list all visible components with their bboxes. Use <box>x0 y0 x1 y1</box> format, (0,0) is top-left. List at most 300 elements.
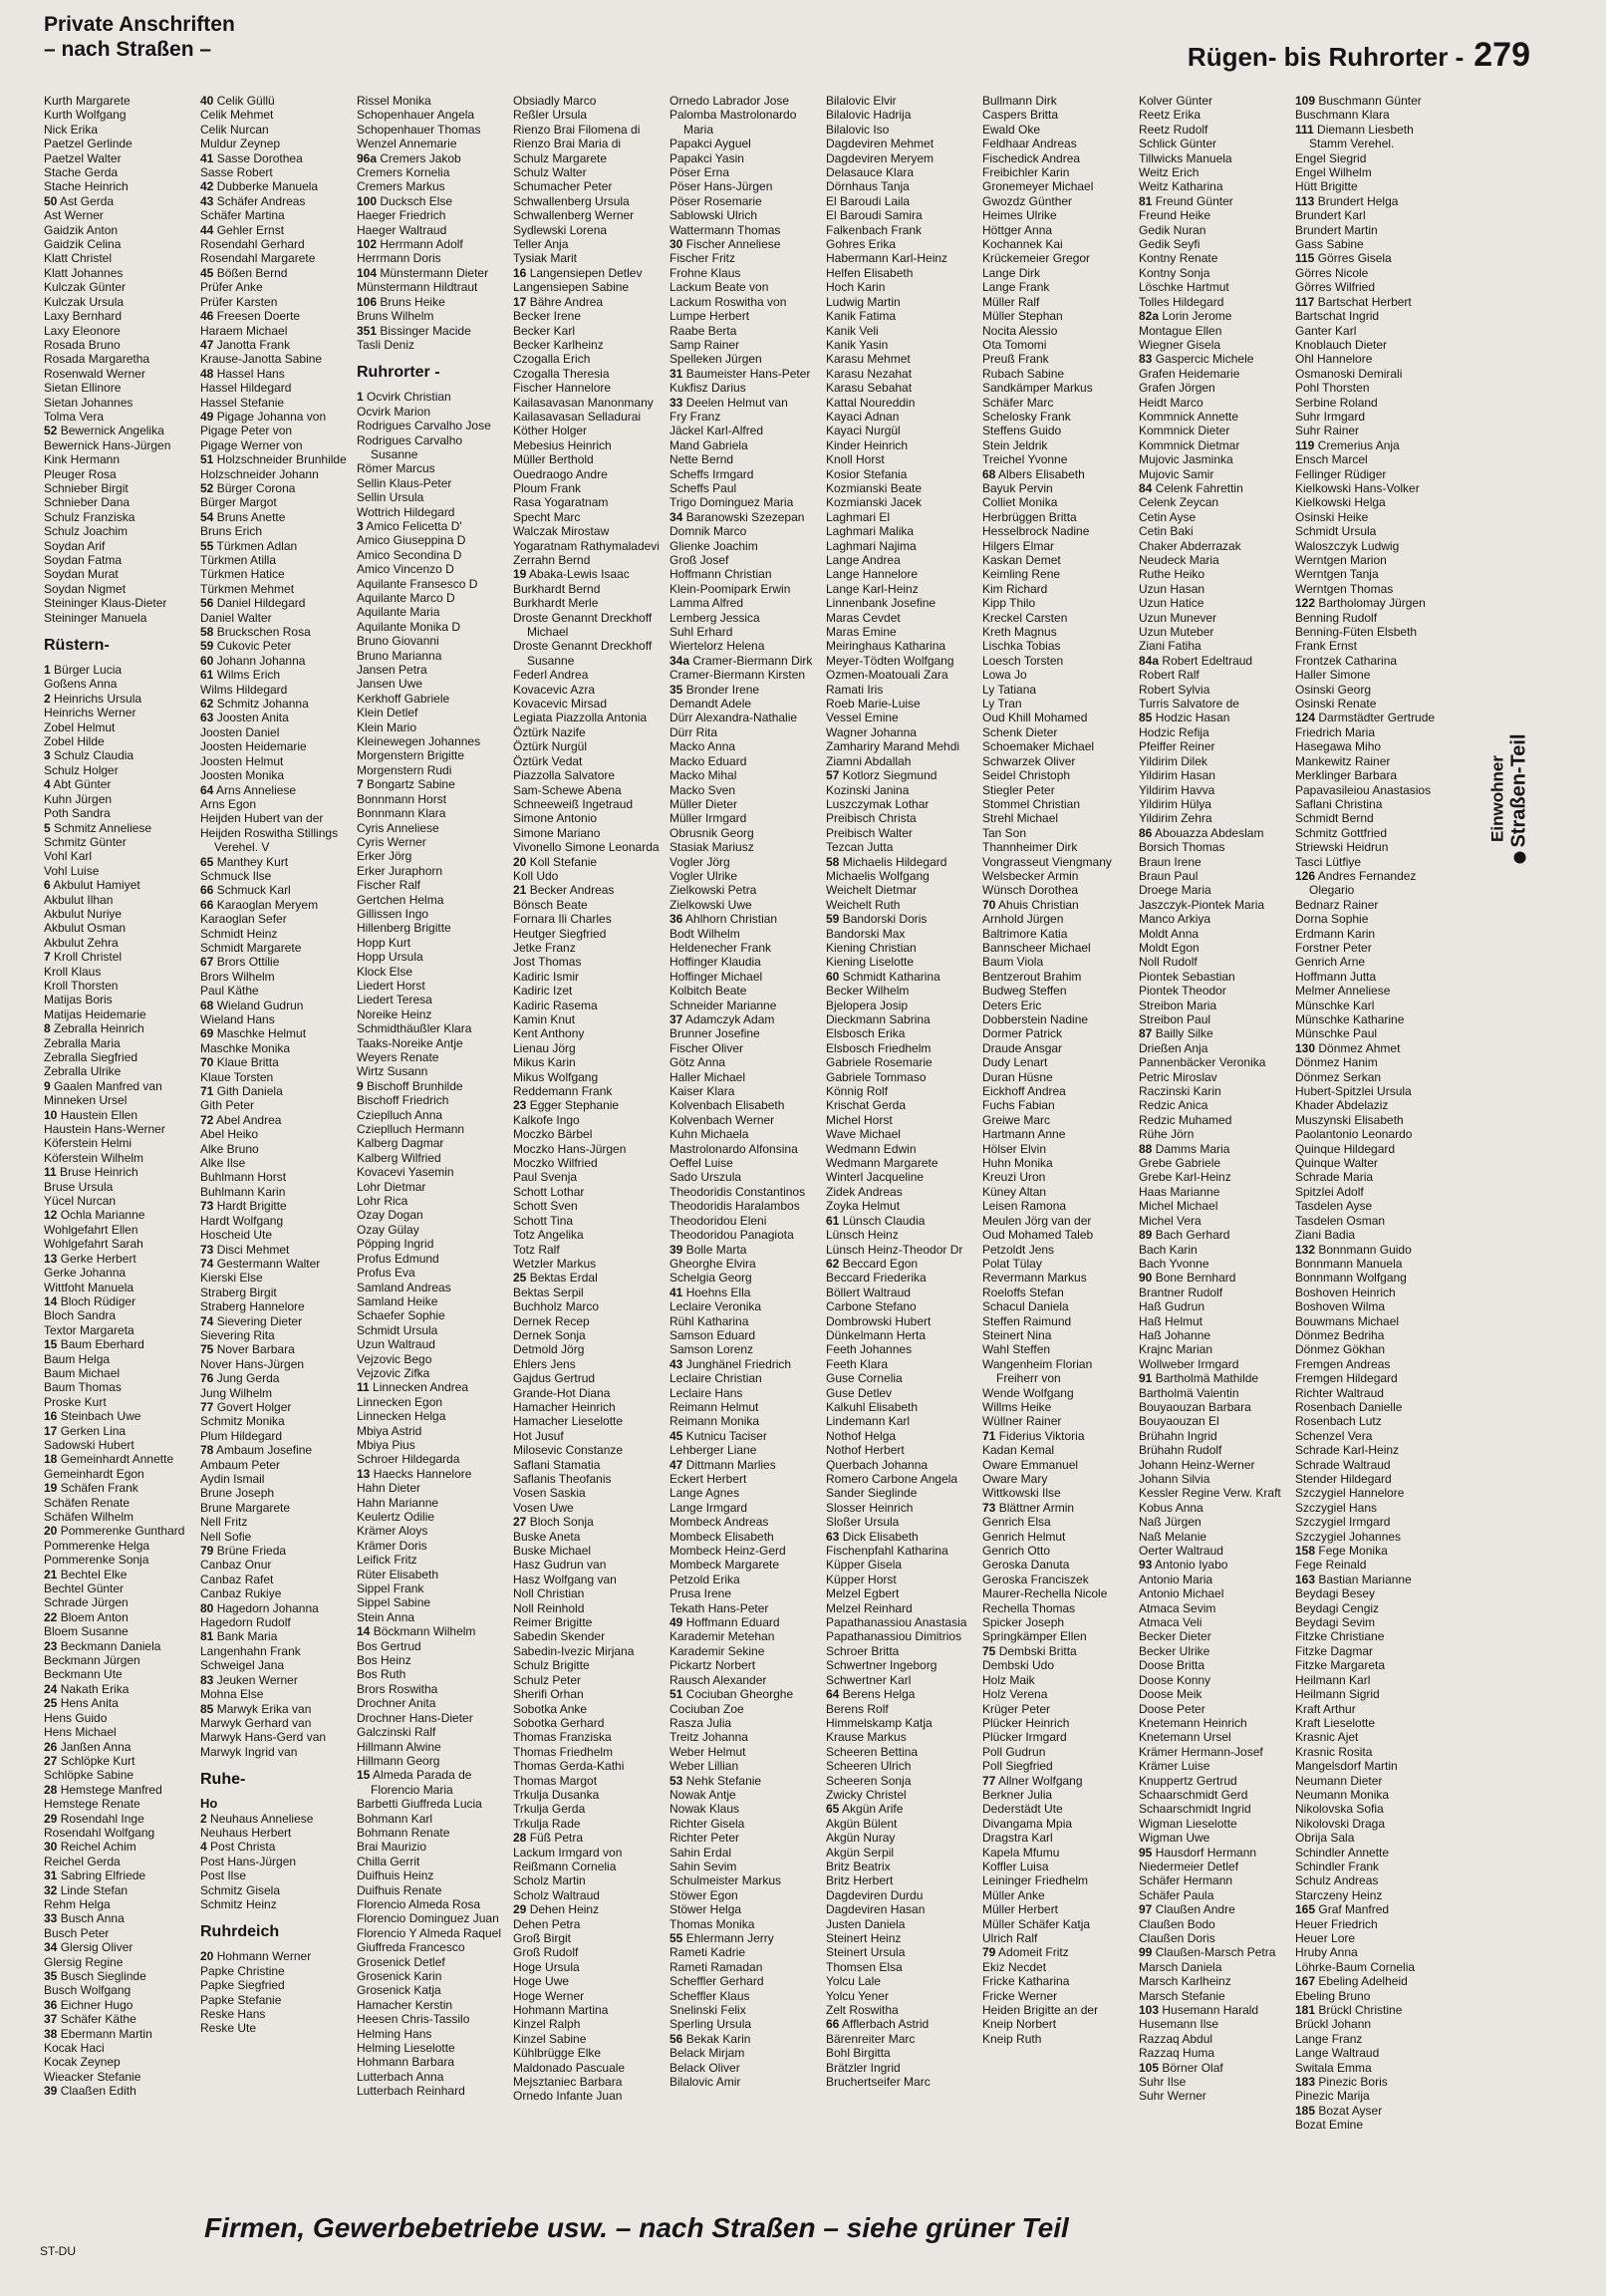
resident-entry <box>826 1357 973 1371</box>
resident-name: Schulz Walter <box>513 165 587 180</box>
resident-entry <box>669 438 817 452</box>
resident-name: Holzschneider Brunhilde <box>216 452 347 467</box>
resident-entry <box>1139 2061 1286 2075</box>
resident-entry <box>669 1573 817 1586</box>
resident-entry <box>982 123 1130 137</box>
resident-name: Cociuban Gheorghe <box>685 1687 794 1702</box>
resident-name: Haas Marianne <box>1139 1184 1220 1199</box>
resident-entry <box>669 1658 817 1672</box>
resident-entry <box>357 309 504 323</box>
resident-entry <box>1295 2003 1443 2017</box>
resident-name: Bartschat Ingrid <box>1295 309 1380 324</box>
resident-entry <box>982 367 1130 381</box>
resident-name: Sablowski Ulrich <box>669 208 758 223</box>
resident-name: Tolles Hildegard <box>1139 294 1224 309</box>
resident-name: Görres Nicole <box>1295 265 1369 280</box>
resident-entry <box>1139 1846 1286 1860</box>
resident-name: Leclaire Hans <box>669 1385 743 1400</box>
resident-entry <box>357 266 504 280</box>
resident-entry <box>200 639 348 653</box>
resident-entry <box>357 720 504 734</box>
resident-name: Bonnmann Horst <box>357 791 447 806</box>
resident-name: Frank Ernst <box>1295 639 1358 654</box>
resident-name: Daniel Hildegard <box>216 596 306 611</box>
resident-name: Heldenecher Frank <box>669 940 772 955</box>
resident-entry <box>1139 165 1286 179</box>
resident-entry <box>1295 151 1443 165</box>
resident-entry <box>1295 1658 1443 1672</box>
resident-name: Kulczak Günter <box>44 280 127 295</box>
resident-name: Uzun Munever <box>1139 610 1217 625</box>
resident-entry <box>513 768 661 782</box>
resident-name: Habermann Karl-Heinz <box>826 251 948 266</box>
resident-entry <box>826 510 973 524</box>
resident-entry <box>982 855 1130 869</box>
resident-name: Hausdorf Hermann <box>1155 1845 1257 1860</box>
resident-entry <box>200 123 348 137</box>
resident-entry <box>44 950 191 964</box>
resident-entry <box>1295 1831 1443 1845</box>
resident-name: Ebermann Martin <box>60 2026 152 2041</box>
resident-entry <box>44 1911 191 1925</box>
house-number: 163 <box>1295 1572 1316 1586</box>
house-number: 56 <box>669 2031 683 2046</box>
resident-entry <box>1139 410 1286 424</box>
resident-entry <box>513 1788 661 1802</box>
resident-name: Krämer Luise <box>1139 1759 1210 1774</box>
resident-name: Piazzolla Salvatore <box>513 768 616 783</box>
resident-name: Czogalla Theresia <box>513 366 610 381</box>
house-number: 77 <box>200 1399 214 1414</box>
resident-entry <box>826 683 973 697</box>
resident-entry <box>513 1386 661 1400</box>
resident-entry <box>357 1581 504 1595</box>
house-number: 84 <box>1139 480 1153 495</box>
resident-entry <box>513 1314 661 1328</box>
resident-entry <box>513 611 661 625</box>
resident-entry <box>513 1989 661 2003</box>
resident-name: Scheffs Paul <box>669 480 737 495</box>
resident-name: Kocak Zeynep <box>44 2055 121 2070</box>
resident-name: Hamacher Heinrich <box>513 1399 616 1414</box>
resident-entry <box>982 1817 1130 1831</box>
resident-name: Kontny Renate <box>1139 251 1218 266</box>
resident-entry <box>357 490 504 504</box>
resident-name: Kroll Klaus <box>44 964 102 979</box>
resident-entry <box>1139 223 1286 237</box>
resident-name: Fry Franz <box>669 409 721 424</box>
resident-name: Pigage Johanna von <box>216 409 327 424</box>
resident-entry <box>669 1629 817 1643</box>
resident-entry <box>357 1725 504 1739</box>
resident-entry <box>826 1515 973 1529</box>
resident-name: Wahl Steffen <box>982 1342 1051 1357</box>
resident-entry <box>44 367 191 381</box>
resident-entry <box>669 1831 817 1845</box>
resident-entry <box>826 309 973 323</box>
resident-name: Lünsch Claudia <box>842 1213 926 1228</box>
resident-entry <box>513 1558 661 1572</box>
resident-name: Weyers Renate <box>357 1050 439 1064</box>
resident-entry <box>1295 1615 1443 1629</box>
resident-name: Bonnmann Klara <box>357 806 446 821</box>
resident-entry <box>669 1299 817 1313</box>
resident-entry <box>513 1228 661 1242</box>
resident-name: Delasauce Klara <box>826 165 915 180</box>
resident-name: Kochannek Kai <box>982 237 1063 252</box>
resident-name: Scholz Waltraud <box>513 1887 600 1902</box>
resident-name: Joosten Helmut <box>200 753 284 768</box>
resident-entry <box>982 1629 1130 1643</box>
resident-name: Manco Arkiya <box>1139 912 1211 927</box>
resident-name: Junghänel Friedrich <box>685 1356 792 1371</box>
resident-entry <box>826 1888 973 1902</box>
resident-entry <box>1295 683 1443 697</box>
house-number: 130 <box>1295 1040 1316 1055</box>
resident-entry <box>1295 739 1443 753</box>
resident-name: Nikolovska Sofia <box>1295 1802 1384 1817</box>
resident-entry <box>200 1127 348 1141</box>
resident-name: Tasdelen Osman <box>1295 1213 1386 1228</box>
resident-entry <box>357 806 504 820</box>
resident-entry <box>1139 194 1286 208</box>
resident-name: Ganter Karl <box>1295 323 1357 338</box>
house-number: 74 <box>200 1256 214 1271</box>
resident-entry <box>357 993 504 1006</box>
resident-name: Rosada Bruno <box>44 337 121 352</box>
resident-entry <box>826 768 973 782</box>
resident-name: Eickhoff Andrea <box>982 1084 1066 1099</box>
resident-entry <box>669 295 817 309</box>
resident-entry <box>669 1170 817 1184</box>
resident-name: Baum Thomas <box>44 1380 122 1395</box>
resident-name: Trkulja Gerda <box>513 1802 586 1817</box>
resident-entry <box>1139 1026 1286 1040</box>
resident-name: Mastrolonardo Alfonsina <box>669 1141 798 1156</box>
house-number: 36 <box>669 912 683 927</box>
resident-name: Fremgen Andreas <box>1295 1356 1391 1371</box>
resident-name: Kaskan Demet <box>982 553 1061 567</box>
resident-entry <box>44 849 191 863</box>
resident-entry <box>357 1783 504 1797</box>
resident-entry <box>44 720 191 734</box>
resident-entry <box>1295 179 1443 193</box>
resident-entry <box>44 1524 191 1538</box>
resident-entry <box>200 108 348 122</box>
resident-name: Doose Peter <box>1139 1701 1205 1716</box>
resident-entry <box>1295 467 1443 481</box>
resident-entry <box>513 1745 661 1759</box>
resident-name: Dehen Petra <box>513 1916 581 1931</box>
resident-name: Haraem Michael <box>200 323 288 338</box>
house-number: 113 <box>1295 193 1315 208</box>
resident-name: Fischenpfahl Katharina <box>826 1544 948 1559</box>
resident-name: Herbrüggen Britta <box>982 509 1077 524</box>
resident-entry <box>513 797 661 811</box>
resident-name: Afflerbach Astrid <box>842 2017 930 2032</box>
resident-name: Kalberg Dagmar <box>357 1136 444 1151</box>
resident-name: Schott Tina <box>513 1213 574 1228</box>
resident-entry <box>826 970 973 984</box>
resident-entry <box>357 1496 504 1510</box>
resident-entry <box>826 567 973 581</box>
resident-name: Giuffreda Francesco <box>357 1940 465 1955</box>
resident-name: Wilms Erich <box>216 668 281 683</box>
resident-entry <box>982 1873 1130 1887</box>
resident-entry <box>669 309 817 323</box>
resident-entry <box>513 1960 661 1974</box>
directory-column <box>513 94 661 2104</box>
resident-entry <box>1295 1989 1443 2003</box>
house-number: 4 <box>44 777 51 792</box>
resident-name: Kinzel Sabine <box>513 2031 587 2046</box>
resident-name: Schmidt Ursula <box>357 1322 438 1337</box>
resident-name: Sloßer Ursula <box>826 1515 900 1530</box>
resident-entry <box>357 1696 504 1710</box>
resident-name: Alke Bruno <box>200 1141 259 1156</box>
resident-entry <box>513 410 661 424</box>
resident-name: Klein Detlef <box>357 706 418 720</box>
resident-entry <box>826 194 973 208</box>
resident-entry <box>200 137 348 150</box>
resident-entry <box>982 1989 1130 2003</box>
resident-name: Bärenreiter Marc <box>826 2031 916 2046</box>
resident-entry <box>44 893 191 907</box>
resident-name: Beckmann Daniela <box>60 1638 161 1653</box>
resident-name: Öztürk Nazife <box>513 724 586 739</box>
resident-name: Streibon Paul <box>1139 1012 1211 1026</box>
house-number: 79 <box>200 1544 214 1559</box>
resident-name: Cociuban Zoe <box>669 1701 744 1716</box>
resident-name: Straberg Birgit <box>200 1285 277 1299</box>
resident-name: Lange Karl-Heinz <box>826 581 919 596</box>
resident-entry <box>44 1998 191 2012</box>
resident-name: Stiegler Peter <box>982 782 1055 797</box>
resident-name: Theodoridou Panagiota <box>669 1228 794 1243</box>
resident-entry <box>669 840 817 854</box>
resident-name: Heuer Friedrich <box>1295 1916 1378 1931</box>
house-number: 55 <box>669 1931 683 1945</box>
resident-entry <box>982 1472 1130 1486</box>
resident-entry <box>826 123 973 137</box>
resident-entry <box>1295 1817 1443 1831</box>
resident-entry <box>982 840 1130 854</box>
resident-entry <box>669 1257 817 1271</box>
resident-name: Suhr Ilse <box>1139 2075 1187 2090</box>
resident-entry <box>1295 1357 1443 1371</box>
resident-entry <box>1295 1629 1443 1643</box>
resident-entry <box>357 1007 504 1021</box>
resident-entry <box>669 855 817 869</box>
resident-name: Paolantonio Leonardo <box>1295 1127 1413 1142</box>
resident-entry <box>982 137 1130 150</box>
resident-name: Akgün Bülent <box>826 1816 898 1831</box>
resident-name: Suhl Erhard <box>669 625 733 640</box>
resident-name: Kaiser Klara <box>669 1084 735 1099</box>
resident-name: Jansen Petra <box>357 663 427 678</box>
resident-entry <box>200 582 348 596</box>
resident-name: Droste Genannt Dreckhoff <box>513 639 653 654</box>
resident-entry <box>44 2084 191 2098</box>
resident-entry <box>200 1429 348 1443</box>
resident-entry <box>200 1601 348 1615</box>
resident-entry <box>826 955 973 969</box>
house-number: 11 <box>44 1165 57 1180</box>
resident-name: Krämer Hermann-Josef <box>1139 1744 1263 1759</box>
resident-name: Mankewitz Rainer <box>1295 753 1391 768</box>
resident-entry <box>1295 1400 1443 1414</box>
resident-name: Robert Edeltraud <box>1162 653 1253 668</box>
resident-entry <box>1139 855 1286 869</box>
resident-entry <box>669 1414 817 1428</box>
house-number: 10 <box>44 1107 58 1122</box>
resident-entry <box>982 309 1130 323</box>
resident-entry <box>44 2055 191 2069</box>
resident-name: Wave Michael <box>826 1127 901 1142</box>
resident-name: Kinzel Ralph <box>513 2017 581 2032</box>
resident-name: Bongartz Sabine <box>367 777 455 792</box>
resident-entry <box>669 223 817 237</box>
resident-name: Steinert Heinz <box>826 1931 902 1945</box>
resident-name: Ensch Marcel <box>1295 452 1368 467</box>
resident-name: Buschmann Klara <box>1295 108 1390 123</box>
resident-name: Kolvenbach Elisabeth <box>669 1098 785 1113</box>
directory-column <box>826 94 973 2089</box>
resident-entry <box>669 1342 817 1356</box>
resident-name: Fornara Ili Charles <box>513 912 612 927</box>
resident-entry <box>826 1185 973 1199</box>
resident-entry <box>1295 424 1443 437</box>
resident-entry <box>357 1768 504 1782</box>
resident-name: Jaszczyk-Piontek Maria <box>1139 897 1265 912</box>
resident-entry <box>826 797 973 811</box>
resident-entry <box>200 984 348 998</box>
resident-name: Kurth Wolfgang <box>44 108 127 123</box>
house-number: 23 <box>44 1638 58 1653</box>
resident-entry <box>1295 1931 1443 1945</box>
resident-entry <box>513 1673 661 1687</box>
house-number: 68 <box>200 998 214 1012</box>
resident-name: Bürger Lucia <box>54 663 123 678</box>
resident-name: Obrija Sala <box>1295 1831 1355 1846</box>
resident-name: Fitzke Christiane <box>1295 1629 1385 1644</box>
resident-name: Richter Waltraud <box>1295 1385 1384 1400</box>
resident-entry <box>1295 280 1443 294</box>
resident-name: Jäckel Karl-Alfred <box>669 424 764 438</box>
resident-name: Bronder Irene <box>685 682 760 697</box>
resident-name: Papke Stefanie <box>200 1992 282 2007</box>
resident-name: Lumpe Herbert <box>669 309 750 324</box>
resident-entry <box>357 620 504 634</box>
resident-name: Wenzel Annemarie <box>357 137 457 151</box>
resident-name: Kovacevic Azra <box>513 682 596 697</box>
resident-name: Cyris Anneliese <box>357 820 439 835</box>
resident-entry <box>200 625 348 639</box>
resident-entry <box>44 582 191 596</box>
resident-entry <box>200 697 348 711</box>
resident-name: Brai Maurizio <box>357 1840 427 1855</box>
resident-name: Kinder Heinrich <box>826 437 909 452</box>
house-number: 3 <box>357 518 364 533</box>
resident-name: Jung Wilhelm <box>200 1385 273 1400</box>
resident-entry <box>669 611 817 625</box>
resident-entry <box>513 137 661 150</box>
resident-name: Brätzler Ingrid <box>826 2060 901 2075</box>
resident-entry <box>826 1271 973 1285</box>
resident-entry <box>357 1308 504 1322</box>
house-number: 72 <box>200 1112 214 1127</box>
house-number: 66 <box>200 883 214 898</box>
resident-entry <box>357 1194 504 1208</box>
resident-name: Kovacevic Mirsad <box>513 697 608 712</box>
resident-entry <box>982 1615 1130 1629</box>
resident-name: Hodzic Refija <box>1139 724 1209 739</box>
resident-name: Karaoglan Meryem <box>216 897 319 912</box>
resident-name: Becker Karl <box>513 323 576 338</box>
resident-name: Dagdeviren Mehmet <box>826 137 935 151</box>
resident-name: Vohl Luise <box>44 863 100 878</box>
resident-entry <box>982 1486 1130 1500</box>
resident-entry <box>826 1730 973 1744</box>
resident-name: Aquilante Marco D <box>357 591 455 605</box>
resident-entry <box>44 1165 191 1179</box>
resident-entry <box>513 467 661 481</box>
resident-name: Krajnc Marian <box>1139 1342 1213 1357</box>
side-label <box>1487 658 1584 917</box>
resident-name: Cetin Ayse <box>1139 509 1197 524</box>
resident-entry <box>826 582 973 596</box>
resident-name: Marwyk Erika van <box>216 1701 312 1716</box>
resident-name: Heijden Roswitha Stillings <box>200 825 339 840</box>
resident-name: Brückl Christine <box>1318 2003 1403 2018</box>
resident-name: Switala Emma <box>1295 2060 1372 2075</box>
resident-name: Bolle Marta <box>685 1242 747 1257</box>
resident-name: Öztürk Vedat <box>513 753 583 768</box>
resident-entry <box>669 754 817 768</box>
resident-entry <box>826 338 973 352</box>
resident-name: Rameti Ramadan <box>669 1959 763 1974</box>
resident-name: Hahn Dieter <box>357 1481 421 1496</box>
resident-name: Mikus Karin <box>513 1055 576 1070</box>
resident-name: Alke Ilse <box>200 1156 246 1171</box>
resident-name: Laghmari Najima <box>826 538 917 553</box>
resident-entry <box>513 1271 661 1285</box>
house-number: 99 <box>1139 1945 1153 1960</box>
resident-entry <box>357 706 504 719</box>
resident-entry <box>1295 251 1443 265</box>
resident-entry <box>200 524 348 538</box>
resident-name: Gedik Nuran <box>1139 222 1206 237</box>
resident-entry <box>44 208 191 222</box>
resident-entry <box>1295 165 1443 179</box>
resident-name: Macko Eduard <box>669 753 747 768</box>
resident-name: Michael <box>527 625 569 640</box>
resident-entry <box>200 1286 348 1299</box>
resident-entry <box>513 955 661 969</box>
resident-entry <box>357 1294 504 1308</box>
resident-name: Forstner Peter <box>1295 940 1372 955</box>
resident-entry <box>669 1026 817 1040</box>
resident-name: Melzel Egbert <box>826 1586 900 1601</box>
resident-name: Kroll Thorsten <box>44 978 119 993</box>
resident-entry <box>44 539 191 553</box>
resident-name: Genrich Otto <box>982 1544 1051 1559</box>
resident-entry <box>1139 783 1286 797</box>
resident-entry <box>982 1888 1130 1902</box>
resident-name: Draude Ansgar <box>982 1040 1063 1055</box>
resident-name: Rienzo Brai Filomena di <box>513 122 641 137</box>
resident-entry <box>669 1586 817 1600</box>
